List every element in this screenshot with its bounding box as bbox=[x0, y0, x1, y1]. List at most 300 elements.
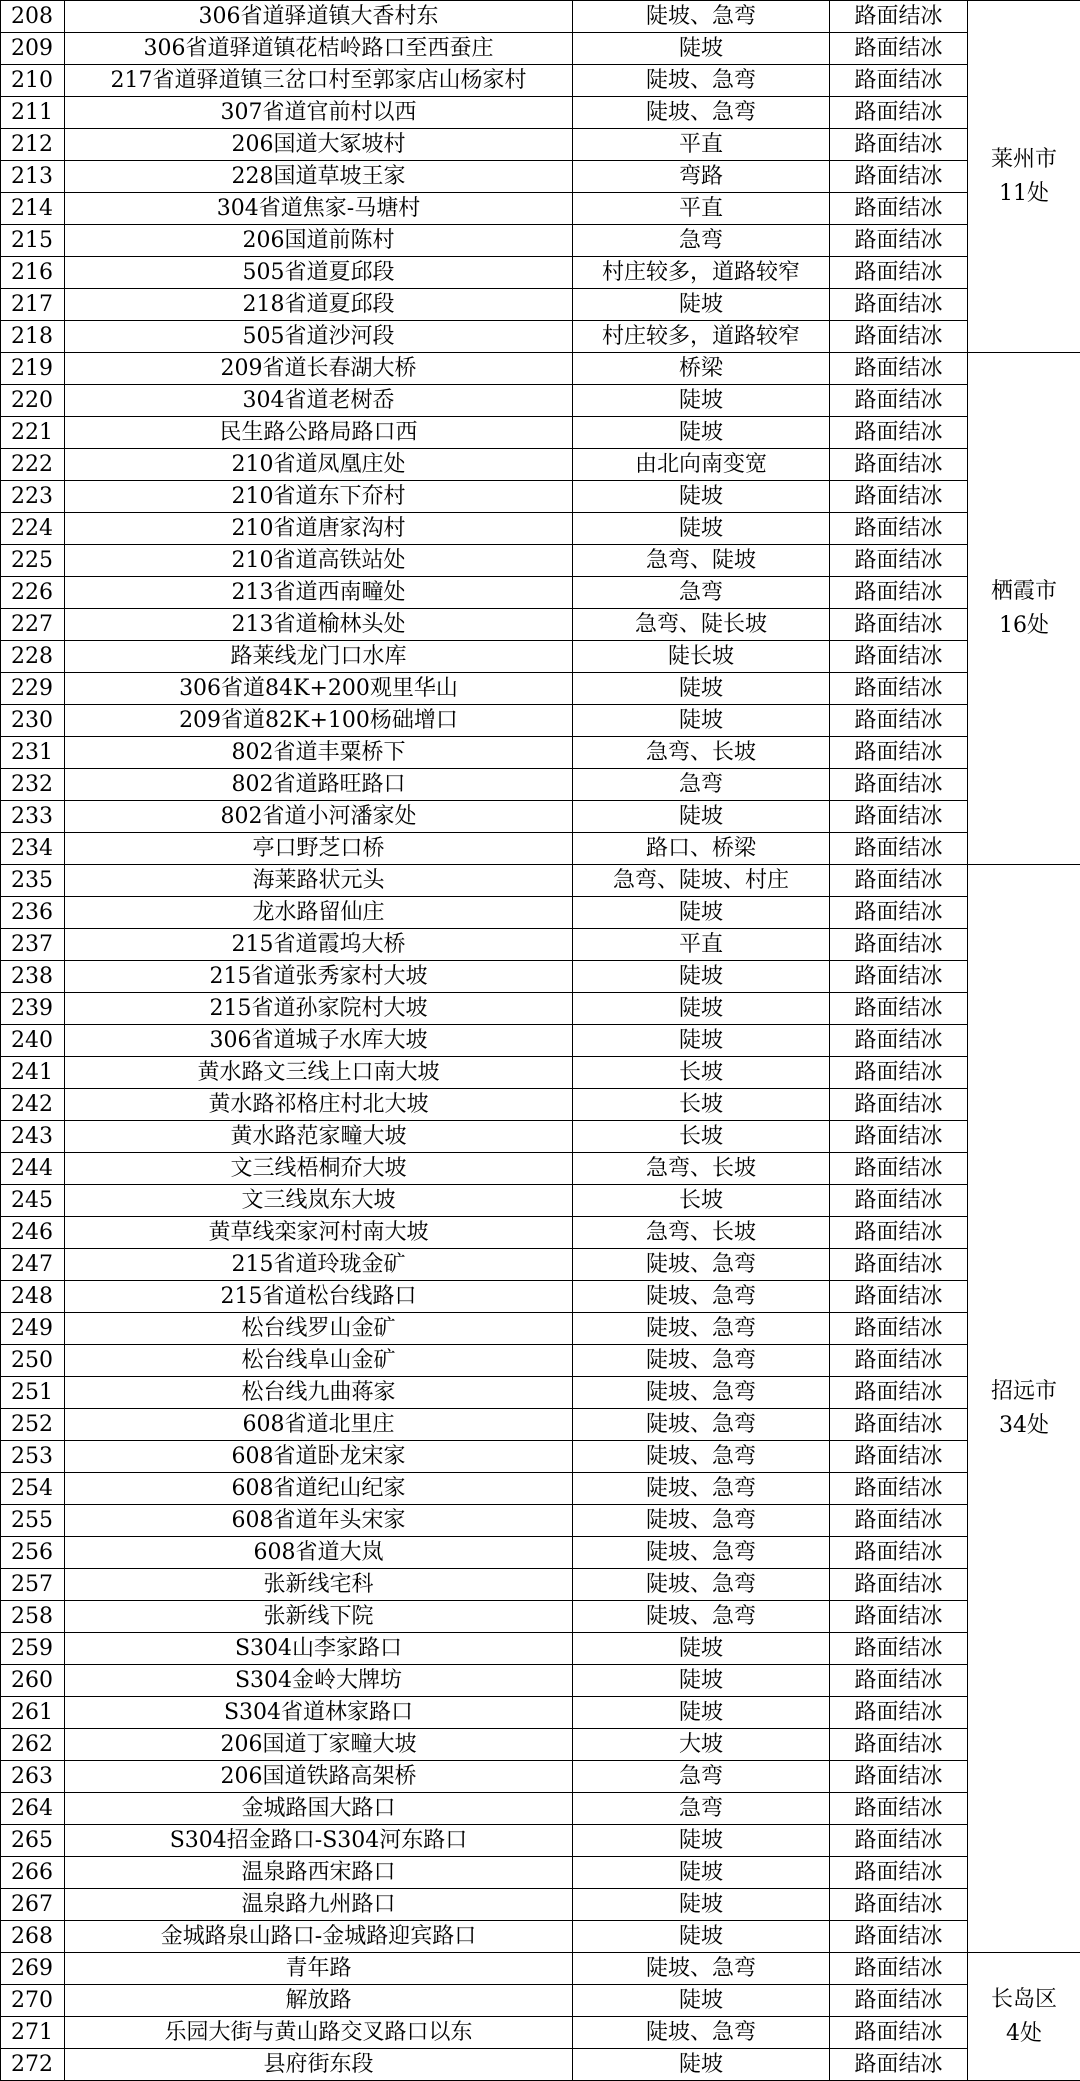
road-location-cell: S304山李家路口 bbox=[65, 1633, 573, 1665]
table-body bbox=[1, 1, 1080, 2081]
row-number-cell: 237 bbox=[1, 929, 65, 961]
road-location-cell: 温泉路西宋路口 bbox=[65, 1857, 573, 1889]
row-number-cell: 242 bbox=[1, 1089, 65, 1121]
table-row bbox=[1, 1441, 1080, 1473]
table-row bbox=[1, 1185, 1080, 1217]
road-feature-cell: 陡坡 bbox=[573, 1985, 830, 2017]
row-number-cell: 221 bbox=[1, 417, 65, 449]
road-feature-cell: 村庄较多，道路较窄 bbox=[573, 257, 830, 289]
hazard-type-cell: 路面结冰 bbox=[830, 1857, 968, 1889]
row-number-cell: 252 bbox=[1, 1409, 65, 1441]
hazard-type-cell: 路面结冰 bbox=[830, 449, 968, 481]
road-feature-cell: 陡坡 bbox=[573, 1025, 830, 1057]
road-location-cell: 215省道松台线路口 bbox=[65, 1281, 573, 1313]
table-row bbox=[1, 417, 1080, 449]
table-row bbox=[1, 481, 1080, 513]
road-feature-cell: 陡坡 bbox=[573, 1633, 830, 1665]
road-feature-cell: 陡坡 bbox=[573, 33, 830, 65]
table-row bbox=[1, 65, 1080, 97]
road-location-cell: 218省道夏邱段 bbox=[65, 289, 573, 321]
row-number-cell: 231 bbox=[1, 737, 65, 769]
row-number-cell: 271 bbox=[1, 2017, 65, 2049]
table-row bbox=[1, 1505, 1080, 1537]
row-number-cell: 259 bbox=[1, 1633, 65, 1665]
road-feature-cell: 陡坡 bbox=[573, 385, 830, 417]
table-row bbox=[1, 129, 1080, 161]
road-location-cell: 松台线九曲蒋家 bbox=[65, 1377, 573, 1409]
road-location-cell: 黄草线栾家河村南大坡 bbox=[65, 1217, 573, 1249]
road-feature-cell: 陡坡、急弯 bbox=[573, 1473, 830, 1505]
table-row bbox=[1, 1249, 1080, 1281]
row-number-cell: 255 bbox=[1, 1505, 65, 1537]
road-location-cell: 306省道驿道镇大香村东 bbox=[65, 1, 573, 33]
table-row bbox=[1, 993, 1080, 1025]
row-number-cell: 215 bbox=[1, 225, 65, 257]
area-group-cell bbox=[968, 1, 1080, 353]
row-number-cell: 228 bbox=[1, 641, 65, 673]
table-row bbox=[1, 737, 1080, 769]
row-number-cell: 226 bbox=[1, 577, 65, 609]
hazard-type-cell: 路面结冰 bbox=[830, 2017, 968, 2049]
row-number-cell: 211 bbox=[1, 97, 65, 129]
table-row bbox=[1, 1761, 1080, 1793]
table-row bbox=[1, 97, 1080, 129]
table-row bbox=[1, 257, 1080, 289]
table-row bbox=[1, 33, 1080, 65]
road-feature-cell: 陡坡、急弯 bbox=[573, 1281, 830, 1313]
table-row bbox=[1, 1825, 1080, 1857]
row-number-cell: 240 bbox=[1, 1025, 65, 1057]
road-feature-cell: 陡坡、急弯 bbox=[573, 1377, 830, 1409]
row-number-cell: 258 bbox=[1, 1601, 65, 1633]
hazard-type-cell: 路面结冰 bbox=[830, 1697, 968, 1729]
road-location-cell: 张新线宅科 bbox=[65, 1569, 573, 1601]
road-location-cell: 黄水路范家疃大坡 bbox=[65, 1121, 573, 1153]
table-row bbox=[1, 1793, 1080, 1825]
area-count: 16处 bbox=[968, 609, 1080, 643]
hazard-type-cell: 路面结冰 bbox=[830, 1729, 968, 1761]
area-name: 招远市 bbox=[968, 1375, 1080, 1409]
table-row bbox=[1, 1729, 1080, 1761]
hazard-type-cell: 路面结冰 bbox=[830, 1761, 968, 1793]
road-feature-cell: 陡长坡 bbox=[573, 641, 830, 673]
hazard-type-cell: 路面结冰 bbox=[830, 929, 968, 961]
row-number-cell: 210 bbox=[1, 65, 65, 97]
row-number-cell: 250 bbox=[1, 1345, 65, 1377]
road-feature-cell: 急弯、长坡 bbox=[573, 1217, 830, 1249]
row-number-cell: 265 bbox=[1, 1825, 65, 1857]
table-row bbox=[1, 801, 1080, 833]
hazard-type-cell: 路面结冰 bbox=[830, 1793, 968, 1825]
road-feature-cell: 平直 bbox=[573, 129, 830, 161]
hazard-type-cell: 路面结冰 bbox=[830, 1985, 968, 2017]
road-location-cell: 802省道丰粟桥下 bbox=[65, 737, 573, 769]
table-row bbox=[1, 385, 1080, 417]
table-row bbox=[1, 2017, 1080, 2049]
area-name: 莱州市 bbox=[968, 143, 1080, 177]
road-location-cell: 209省道82K+100杨础增口 bbox=[65, 705, 573, 737]
table-row bbox=[1, 1601, 1080, 1633]
road-feature-cell: 陡坡、急弯 bbox=[573, 1, 830, 33]
table-row bbox=[1, 1857, 1080, 1889]
road-location-cell: 金城路国大路口 bbox=[65, 1793, 573, 1825]
row-number-cell: 254 bbox=[1, 1473, 65, 1505]
hazard-type-cell: 路面结冰 bbox=[830, 1057, 968, 1089]
road-feature-cell: 路口、桥梁 bbox=[573, 833, 830, 865]
road-feature-cell: 急弯、陡坡、村庄 bbox=[573, 865, 830, 897]
table-row bbox=[1, 321, 1080, 353]
road-feature-cell: 陡坡 bbox=[573, 1697, 830, 1729]
hazard-type-cell: 路面结冰 bbox=[830, 1313, 968, 1345]
road-location-cell: 县府街东段 bbox=[65, 2049, 573, 2081]
area-group-cell bbox=[968, 865, 1080, 1953]
road-feature-cell: 大坡 bbox=[573, 1729, 830, 1761]
road-location-cell: 亭口野芝口桥 bbox=[65, 833, 573, 865]
road-location-cell: 215省道霞坞大桥 bbox=[65, 929, 573, 961]
road-location-cell: 306省道84K+200观里华山 bbox=[65, 673, 573, 705]
road-feature-cell: 陡坡、急弯 bbox=[573, 1249, 830, 1281]
row-number-cell: 264 bbox=[1, 1793, 65, 1825]
row-number-cell: 235 bbox=[1, 865, 65, 897]
road-location-cell: S304招金路口-S304河东路口 bbox=[65, 1825, 573, 1857]
row-number-cell: 251 bbox=[1, 1377, 65, 1409]
hazard-type-cell: 路面结冰 bbox=[830, 1, 968, 33]
road-feature-cell: 陡坡 bbox=[573, 1665, 830, 1697]
hazard-type-cell: 路面结冰 bbox=[830, 961, 968, 993]
row-number-cell: 219 bbox=[1, 353, 65, 385]
road-location-cell: 民生路公路局路口西 bbox=[65, 417, 573, 449]
table-row bbox=[1, 833, 1080, 865]
hazard-type-cell: 路面结冰 bbox=[830, 1377, 968, 1409]
road-feature-cell: 村庄较多，道路较窄 bbox=[573, 321, 830, 353]
hazard-type-cell: 路面结冰 bbox=[830, 1665, 968, 1697]
table-row bbox=[1, 769, 1080, 801]
road-location-cell: 松台线罗山金矿 bbox=[65, 1313, 573, 1345]
road-feature-cell: 陡坡、急弯 bbox=[573, 1569, 830, 1601]
row-number-cell: 263 bbox=[1, 1761, 65, 1793]
row-number-cell: 227 bbox=[1, 609, 65, 641]
row-number-cell: 223 bbox=[1, 481, 65, 513]
row-number-cell: 208 bbox=[1, 1, 65, 33]
row-number-cell: 248 bbox=[1, 1281, 65, 1313]
road-feature-cell: 急弯 bbox=[573, 769, 830, 801]
hazard-type-cell: 路面结冰 bbox=[830, 1601, 968, 1633]
table-row bbox=[1, 577, 1080, 609]
road-feature-cell: 急弯、陡长坡 bbox=[573, 609, 830, 641]
road-location-cell: 解放路 bbox=[65, 1985, 573, 2017]
road-location-cell: 304省道焦家-马塘村 bbox=[65, 193, 573, 225]
table-row bbox=[1, 353, 1080, 385]
hazard-type-cell: 路面结冰 bbox=[830, 257, 968, 289]
hazard-type-cell: 路面结冰 bbox=[830, 1921, 968, 1953]
hazard-type-cell: 路面结冰 bbox=[830, 33, 968, 65]
road-feature-cell: 陡坡、急弯 bbox=[573, 1409, 830, 1441]
hazard-type-cell: 路面结冰 bbox=[830, 321, 968, 353]
road-feature-cell: 陡坡 bbox=[573, 289, 830, 321]
road-location-cell: 608省道北里庄 bbox=[65, 1409, 573, 1441]
table-row bbox=[1, 1697, 1080, 1729]
table-row bbox=[1, 673, 1080, 705]
row-number-cell: 246 bbox=[1, 1217, 65, 1249]
road-location-cell: S304省道林家路口 bbox=[65, 1697, 573, 1729]
road-feature-cell: 陡坡 bbox=[573, 993, 830, 1025]
road-location-cell: 608省道大岚 bbox=[65, 1537, 573, 1569]
table-row bbox=[1, 1537, 1080, 1569]
road-location-cell: 505省道沙河段 bbox=[65, 321, 573, 353]
area-count: 11处 bbox=[968, 177, 1080, 211]
road-feature-cell: 陡坡 bbox=[573, 2049, 830, 2081]
hazard-type-cell: 路面结冰 bbox=[830, 417, 968, 449]
hazard-type-cell: 路面结冰 bbox=[830, 1505, 968, 1537]
hazard-type-cell: 路面结冰 bbox=[830, 193, 968, 225]
hazard-type-cell: 路面结冰 bbox=[830, 1153, 968, 1185]
road-location-cell: 210省道凤凰庄处 bbox=[65, 449, 573, 481]
road-feature-cell: 陡坡 bbox=[573, 801, 830, 833]
table-row bbox=[1, 897, 1080, 929]
road-location-cell: 206国道丁家疃大坡 bbox=[65, 1729, 573, 1761]
hazard-type-cell: 路面结冰 bbox=[830, 865, 968, 897]
hazard-type-cell: 路面结冰 bbox=[830, 1953, 968, 1985]
road-feature-cell: 急弯 bbox=[573, 577, 830, 609]
road-location-cell: 210省道高铁站处 bbox=[65, 545, 573, 577]
table-row bbox=[1, 1313, 1080, 1345]
road-location-cell: 217省道驿道镇三岔口村至郭家店山杨家村 bbox=[65, 65, 573, 97]
table-row bbox=[1, 513, 1080, 545]
hazard-type-cell: 路面结冰 bbox=[830, 737, 968, 769]
road-location-cell: 206国道前陈村 bbox=[65, 225, 573, 257]
road-feature-cell: 长坡 bbox=[573, 1185, 830, 1217]
hazard-type-cell: 路面结冰 bbox=[830, 1889, 968, 1921]
row-number-cell: 218 bbox=[1, 321, 65, 353]
road-location-cell: 304省道老树岙 bbox=[65, 385, 573, 417]
row-number-cell: 269 bbox=[1, 1953, 65, 1985]
hazard-type-cell: 路面结冰 bbox=[830, 1281, 968, 1313]
row-number-cell: 239 bbox=[1, 993, 65, 1025]
road-location-cell: 608省道纪山纪家 bbox=[65, 1473, 573, 1505]
table-row bbox=[1, 225, 1080, 257]
hazard-type-cell: 路面结冰 bbox=[830, 2049, 968, 2081]
hazard-type-cell: 路面结冰 bbox=[830, 897, 968, 929]
road-feature-cell: 陡坡 bbox=[573, 417, 830, 449]
road-feature-cell: 长坡 bbox=[573, 1121, 830, 1153]
hazard-type-cell: 路面结冰 bbox=[830, 385, 968, 417]
hazard-type-cell: 路面结冰 bbox=[830, 1633, 968, 1665]
hazard-type-cell: 路面结冰 bbox=[830, 609, 968, 641]
table-row bbox=[1, 1953, 1080, 1985]
road-feature-cell: 陡坡、急弯 bbox=[573, 65, 830, 97]
road-feature-cell: 陡坡、急弯 bbox=[573, 1441, 830, 1473]
road-location-cell: 210省道东下夼村 bbox=[65, 481, 573, 513]
table-row bbox=[1, 1473, 1080, 1505]
road-location-cell: 306省道城子水库大坡 bbox=[65, 1025, 573, 1057]
road-location-cell: 209省道长春湖大桥 bbox=[65, 353, 573, 385]
road-location-cell: 505省道夏邱段 bbox=[65, 257, 573, 289]
table-row bbox=[1, 1345, 1080, 1377]
table-row bbox=[1, 1281, 1080, 1313]
hazard-type-cell: 路面结冰 bbox=[830, 1345, 968, 1377]
road-location-cell: 路莱线龙门口水库 bbox=[65, 641, 573, 673]
road-feature-cell: 陡坡 bbox=[573, 1889, 830, 1921]
row-number-cell: 262 bbox=[1, 1729, 65, 1761]
table-row bbox=[1, 1121, 1080, 1153]
road-location-cell: 608省道卧龙宋家 bbox=[65, 1441, 573, 1473]
road-feature-cell: 陡坡、急弯 bbox=[573, 1313, 830, 1345]
row-number-cell: 253 bbox=[1, 1441, 65, 1473]
road-feature-cell: 陡坡、急弯 bbox=[573, 1537, 830, 1569]
table-row bbox=[1, 1217, 1080, 1249]
road-feature-cell: 急弯 bbox=[573, 225, 830, 257]
hazard-type-cell: 路面结冰 bbox=[830, 1409, 968, 1441]
hazard-type-cell: 路面结冰 bbox=[830, 1473, 968, 1505]
road-feature-cell: 急弯 bbox=[573, 1761, 830, 1793]
road-location-cell: 213省道西南疃处 bbox=[65, 577, 573, 609]
table-row bbox=[1, 641, 1080, 673]
road-location-cell: 213省道榆林头处 bbox=[65, 609, 573, 641]
area-name: 栖霞市 bbox=[968, 575, 1080, 609]
table-row bbox=[1, 1889, 1080, 1921]
table-row bbox=[1, 1, 1080, 33]
road-location-cell: 海莱路状元头 bbox=[65, 865, 573, 897]
hazard-type-cell: 路面结冰 bbox=[830, 161, 968, 193]
road-location-cell: 802省道路旺路口 bbox=[65, 769, 573, 801]
row-number-cell: 232 bbox=[1, 769, 65, 801]
row-number-cell: 267 bbox=[1, 1889, 65, 1921]
road-feature-cell: 陡坡 bbox=[573, 961, 830, 993]
area-group-cell bbox=[968, 353, 1080, 865]
row-number-cell: 224 bbox=[1, 513, 65, 545]
table-row bbox=[1, 161, 1080, 193]
road-location-cell: 张新线下院 bbox=[65, 1601, 573, 1633]
row-number-cell: 249 bbox=[1, 1313, 65, 1345]
row-number-cell: 266 bbox=[1, 1857, 65, 1889]
road-location-cell: 215省道张秀家村大坡 bbox=[65, 961, 573, 993]
hazard-type-cell: 路面结冰 bbox=[830, 1569, 968, 1601]
row-number-cell: 243 bbox=[1, 1121, 65, 1153]
row-number-cell: 230 bbox=[1, 705, 65, 737]
hazard-type-cell: 路面结冰 bbox=[830, 545, 968, 577]
row-number-cell: 212 bbox=[1, 129, 65, 161]
row-number-cell: 268 bbox=[1, 1921, 65, 1953]
road-feature-cell: 陡坡 bbox=[573, 513, 830, 545]
road-location-cell: 文三线梧桐夼大坡 bbox=[65, 1153, 573, 1185]
road-feature-cell: 急弯 bbox=[573, 1793, 830, 1825]
area-count: 34处 bbox=[968, 1409, 1080, 1443]
table-row bbox=[1, 2049, 1080, 2081]
table-row bbox=[1, 289, 1080, 321]
row-number-cell: 236 bbox=[1, 897, 65, 929]
row-number-cell: 247 bbox=[1, 1249, 65, 1281]
table-row bbox=[1, 609, 1080, 641]
row-number-cell: 216 bbox=[1, 257, 65, 289]
table-row bbox=[1, 1665, 1080, 1697]
row-number-cell: 217 bbox=[1, 289, 65, 321]
row-number-cell: 234 bbox=[1, 833, 65, 865]
table-row bbox=[1, 1569, 1080, 1601]
road-feature-cell: 桥梁 bbox=[573, 353, 830, 385]
hazard-type-cell: 路面结冰 bbox=[830, 225, 968, 257]
road-feature-cell: 长坡 bbox=[573, 1057, 830, 1089]
table-row bbox=[1, 961, 1080, 993]
row-number-cell: 209 bbox=[1, 33, 65, 65]
table-row bbox=[1, 1089, 1080, 1121]
row-number-cell: 214 bbox=[1, 193, 65, 225]
road-feature-cell: 陡坡 bbox=[573, 673, 830, 705]
road-location-cell: 215省道孙家院村大坡 bbox=[65, 993, 573, 1025]
road-feature-cell: 平直 bbox=[573, 193, 830, 225]
row-number-cell: 233 bbox=[1, 801, 65, 833]
road-location-cell: 206国道大冢坡村 bbox=[65, 129, 573, 161]
hazard-type-cell: 路面结冰 bbox=[830, 801, 968, 833]
road-location-cell: 黄水路文三线上口南大坡 bbox=[65, 1057, 573, 1089]
hazard-type-cell: 路面结冰 bbox=[830, 481, 968, 513]
hazard-type-cell: 路面结冰 bbox=[830, 289, 968, 321]
hazard-type-cell: 路面结冰 bbox=[830, 1441, 968, 1473]
road-location-cell: 215省道玲珑金矿 bbox=[65, 1249, 573, 1281]
road-feature-cell: 陡坡 bbox=[573, 705, 830, 737]
road-feature-cell: 陡坡、急弯 bbox=[573, 1505, 830, 1537]
row-number-cell: 245 bbox=[1, 1185, 65, 1217]
row-number-cell: 213 bbox=[1, 161, 65, 193]
road-feature-cell: 由北向南变宽 bbox=[573, 449, 830, 481]
road-feature-cell: 平直 bbox=[573, 929, 830, 961]
row-number-cell: 261 bbox=[1, 1697, 65, 1729]
road-location-cell: 文三线岚东大坡 bbox=[65, 1185, 573, 1217]
hazard-type-cell: 路面结冰 bbox=[830, 513, 968, 545]
road-feature-cell: 陡坡 bbox=[573, 1921, 830, 1953]
road-feature-cell: 陡坡、急弯 bbox=[573, 1345, 830, 1377]
hazard-type-cell: 路面结冰 bbox=[830, 1217, 968, 1249]
road-feature-cell: 急弯、长坡 bbox=[573, 737, 830, 769]
table-row bbox=[1, 1377, 1080, 1409]
road-location-cell: 306省道驿道镇花桔岭路口至西蚕庄 bbox=[65, 33, 573, 65]
hazard-type-cell: 路面结冰 bbox=[830, 993, 968, 1025]
row-number-cell: 220 bbox=[1, 385, 65, 417]
row-number-cell: 244 bbox=[1, 1153, 65, 1185]
row-number-cell: 229 bbox=[1, 673, 65, 705]
row-number-cell: 272 bbox=[1, 2049, 65, 2081]
hazard-type-cell: 路面结冰 bbox=[830, 97, 968, 129]
row-number-cell: 238 bbox=[1, 961, 65, 993]
row-number-cell: 270 bbox=[1, 1985, 65, 2017]
area-name: 长岛区 bbox=[968, 1983, 1080, 2017]
road-location-cell: 307省道官前村以西 bbox=[65, 97, 573, 129]
table-row bbox=[1, 545, 1080, 577]
table-row bbox=[1, 193, 1080, 225]
hazard-type-cell: 路面结冰 bbox=[830, 705, 968, 737]
table-row bbox=[1, 1409, 1080, 1441]
road-location-cell: 802省道小河潘家处 bbox=[65, 801, 573, 833]
road-feature-cell: 长坡 bbox=[573, 1089, 830, 1121]
row-number-cell: 222 bbox=[1, 449, 65, 481]
hazard-type-cell: 路面结冰 bbox=[830, 1537, 968, 1569]
area-count: 4处 bbox=[968, 2017, 1080, 2051]
road-feature-cell: 陡坡 bbox=[573, 1857, 830, 1889]
road-location-cell: 乐园大街与黄山路交叉路口以东 bbox=[65, 2017, 573, 2049]
hazard-type-cell: 路面结冰 bbox=[830, 577, 968, 609]
road-location-cell: 206国道铁路高架桥 bbox=[65, 1761, 573, 1793]
hazard-type-cell: 路面结冰 bbox=[830, 129, 968, 161]
hazard-type-cell: 路面结冰 bbox=[830, 673, 968, 705]
hazard-type-cell: 路面结冰 bbox=[830, 1025, 968, 1057]
hazard-type-cell: 路面结冰 bbox=[830, 1089, 968, 1121]
table-row bbox=[1, 449, 1080, 481]
hazard-type-cell: 路面结冰 bbox=[830, 1249, 968, 1281]
road-location-cell: S304金岭大牌坊 bbox=[65, 1665, 573, 1697]
row-number-cell: 260 bbox=[1, 1665, 65, 1697]
table-row bbox=[1, 1921, 1080, 1953]
road-feature-cell: 陡坡、急弯 bbox=[573, 97, 830, 129]
hazard-type-cell: 路面结冰 bbox=[830, 1825, 968, 1857]
